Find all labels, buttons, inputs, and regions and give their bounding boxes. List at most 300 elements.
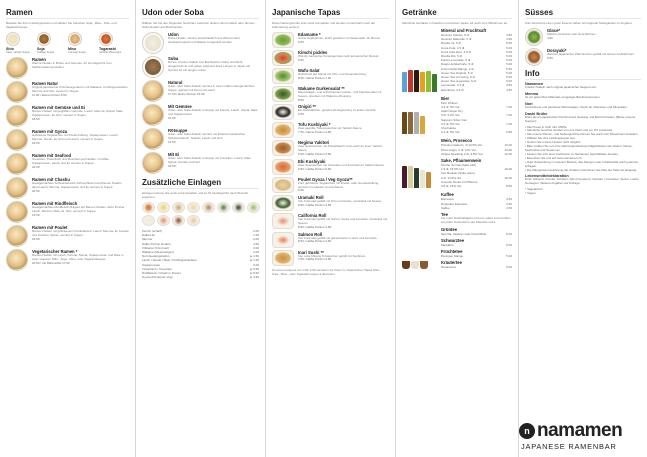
dish-price: 6.50	[298, 39, 304, 44]
dish-name: Glace*	[547, 28, 561, 33]
namamen-logo	[519, 420, 642, 451]
soup-desc: Scharfe Misosuppe	[99, 51, 122, 54]
dish-price: 20.50	[32, 188, 40, 193]
dish-desc: Ramen Nudeln mit Lauch, Karotte, Spinat, Sojasprossen und Mais in einer veganen Shio-, Soja-, Miso- oder Togarashisuppe.	[32, 253, 124, 261]
dish-photo	[272, 213, 294, 229]
dish-photo	[525, 48, 543, 66]
extra-price: je 5.50	[249, 271, 259, 276]
menu-item[interactable]	[142, 80, 259, 102]
dish-desc: Dicke Nudeln, weiche ausschließlich aus Weizenmehl, Hartweizengrieß und Wasser hergestellt werden.	[168, 36, 241, 44]
dish-desc: Udon- oder Soba-Nudeln in Suppe mit Karotte, Lauch, Spinat, Mais und Sojasprossen.	[168, 108, 258, 116]
drink-row[interactable]	[441, 243, 512, 247]
dish-name: Mit Gemüse	[168, 104, 192, 109]
udon-column	[135, 0, 265, 457]
drink-name: Asahi Super Dry	[441, 109, 463, 114]
menu-item[interactable]	[6, 201, 129, 223]
bowl-icon	[99, 32, 113, 46]
extra-price: 4.50	[253, 241, 259, 246]
dish-name: Wakame Gurkensalat **	[298, 86, 345, 91]
drink-name: Umeshu Denbi mit Pflaume	[441, 179, 478, 184]
extra-photo	[202, 202, 215, 213]
extra-price: je 4.50	[249, 275, 259, 280]
dish-name: Ramen mit Gemüse und Ei	[32, 105, 86, 111]
drink-price: 5.00	[506, 79, 512, 84]
dish-photo	[272, 159, 294, 175]
info-bullets	[525, 126, 641, 173]
menu-item[interactable]	[525, 48, 641, 66]
menu-item[interactable]	[272, 32, 389, 48]
drinks-title: Getränke	[402, 8, 512, 19]
dish-desc: Original japanischer Frischeiergeramen mit Wakame, Frühlingszwiebeln, Menma und Nori, serviert in Suppe.	[32, 85, 129, 93]
soup-selector	[6, 32, 129, 54]
dish-name: Kimchi pickles	[298, 50, 328, 55]
dish-desc: Udon- oder Soba-Nudeln in Suppe mit Crevetten, Lauch, Mais, Spinat, Karotte und Nori.	[168, 156, 252, 164]
dish-desc: Udon- oder Soba-Nudeln serviert in einer milden hausgemachten Suppe, garniert mit Nori und Lauch.	[168, 84, 255, 92]
drink-name: 3.3 dl, 5% Vol.	[441, 105, 461, 110]
drinks-column	[395, 0, 518, 457]
dish-name: Salmon Roll	[298, 231, 323, 237]
menu-item[interactable]	[272, 250, 389, 266]
drink-name: Eisenbräu, 3.3 dl	[441, 87, 464, 92]
dish-desc: Fünf gebratene Teigtaschen mit Poulet- oder Gemüsefüllung, serviert mit pikanter Gyoza-Sauce.	[298, 180, 379, 189]
dish-desc: Hausgemachtes Schweinebauch-Schmorfleisch auf Ramen Nudeln, dazu Lauch, Menma, Sojasprossen und Ei, serviert in Suppe.	[32, 181, 123, 189]
drink-price: 6.50	[506, 130, 512, 135]
dish-price: 8.50 / Halbe Portion 4.50	[298, 202, 332, 207]
extra-photo	[217, 202, 230, 213]
extra-photo	[157, 202, 170, 213]
menu-item[interactable]	[272, 50, 389, 66]
extra-name: Tintenfisch / Crevetten	[142, 266, 172, 271]
drink-price: 5.00	[506, 41, 512, 46]
dish-photo	[6, 201, 28, 223]
drink-name: Dapps Apfelschorle, 5 dl	[441, 62, 474, 67]
dish-photo	[6, 129, 28, 151]
dish-photo	[272, 195, 294, 211]
drink-price: 5.00	[506, 231, 512, 236]
drink-price: 16.00	[504, 175, 512, 180]
dish-desc: Hausgemachtes Rindfleisch-Ragout auf Ramen Nudeln, dazu frischer Lauch, Menma, Mais, Ei, Nori, serviert in Suppe.	[32, 205, 125, 213]
tapas-footnote: Zu einem Aufpreis von CHF 2.00 servieren wir Ihnen zu Japanischen Tapas Shio-, Soja-, Miso-, oder Togarashi-suppe à discretion.	[272, 267, 381, 276]
drink-row[interactable]	[441, 206, 512, 210]
extra-photo	[232, 202, 245, 213]
dish-desc: Vier Futomaki gefüllt mit Tofu und Gurke, umwickelt mit Sesam.	[298, 199, 383, 204]
drink-name: Cheznaiste	[441, 126, 457, 131]
dish-price: 20.50 / mit Rahmtoffel 17.50	[32, 260, 70, 265]
soup-name: Shio	[6, 47, 14, 51]
dish-name: Inari Sushi **	[298, 249, 324, 255]
info-bullet: • Bitte melden Sie uns Ihre Nahrungsmittelunverträglichkeiten wie Gluten, Nüsse, Seefrüchte und Sesam an.	[525, 144, 633, 152]
dish-desc: Meeresalgen- und erfrischender Gurken- und Karottensalat mit Sesam, dressiert mit Wakame-Dressing.	[298, 90, 382, 98]
dish-photo	[272, 122, 294, 138]
menu-item[interactable]	[272, 86, 389, 102]
ramen-column	[0, 0, 135, 457]
drink-name: Chiara Sparkling 2 dl, 9.5% Vol.	[441, 151, 484, 156]
drink-name: Green Tea mit Honig, 5 dl	[441, 75, 475, 80]
drink-price: 5.00	[506, 58, 512, 63]
dish-photo	[142, 56, 164, 78]
extras-intro: Einlagen können Sie auch extra bestellen und so Ihr Nudelgericht nach Wunsch ergänzen.	[142, 191, 249, 199]
drink-group-title: Kaffee	[441, 192, 454, 198]
legend-vegetarian: * Vegetarisch	[525, 187, 543, 192]
menu-item[interactable]	[6, 57, 129, 79]
wine-bottles-photo	[402, 138, 438, 188]
drink-name: Kirin Ichiban	[441, 100, 458, 105]
drink-name: Fanta Lemonade, 5 dl	[441, 58, 471, 63]
menu-item[interactable]	[6, 81, 129, 103]
menu-item[interactable]	[525, 28, 641, 46]
dish-price: 8.50 / Halbe Portion 4.50	[298, 224, 332, 229]
soup-name: Miso	[68, 47, 77, 51]
dish-desc: Dünne, braune Nudeln aus Buchweizen-Soba und Mehl; ausgezeichnet und gelten aufgrund ihres Langen in Japan als Symbol für ein langes Leben.	[168, 60, 250, 72]
drink-name: Henniez Naturelle, 5 dl	[441, 37, 472, 42]
dish-price: 22.50	[32, 164, 40, 169]
dish-photo	[6, 225, 28, 247]
dish-photo	[142, 128, 164, 150]
drink-group-title: Sake, Pflaumenwein	[441, 158, 482, 164]
dish-price: 7.50 / Halbe Portion 3.50	[298, 257, 332, 262]
dish-name: Ebi Kushiyaki	[298, 158, 326, 164]
info-text: Frische Nudeln nach original japanischer Sapporo Art.	[525, 85, 597, 89]
dish-photo	[142, 80, 164, 102]
dish-name: Wafu-Salat	[298, 68, 320, 73]
dish-price: 18.50	[32, 116, 40, 121]
drink-group	[402, 96, 512, 135]
soup-desc: Klare, salzige Suppe	[6, 51, 30, 54]
ramen-title: Ramen	[6, 8, 129, 19]
drink-name: 2 dl, 14.5% Vol.	[441, 175, 462, 180]
drink-price: 10.00	[504, 143, 512, 148]
menu-item[interactable]	[272, 213, 389, 229]
info-bullet: • Oder Zubereitung in unserem Betrieb, das Allergen oder Inhaltsstoffe auch jederzeit erfragen.	[525, 159, 638, 168]
extra-photo	[142, 215, 155, 226]
menu-item[interactable]	[6, 153, 129, 175]
info-text: Ist ein gekochtes Marinade eingelegte Bambussprossen.	[525, 94, 601, 99]
origin-heading: Lebensmitteldeklaration	[525, 174, 569, 179]
dish-name: Vegetarischer Ramen *	[32, 249, 78, 255]
drink-group	[402, 192, 512, 269]
soup-option[interactable]	[6, 32, 36, 54]
info-heading: Nori	[525, 101, 533, 106]
dish-price: 17.50 / kleine Portion 15.50	[168, 91, 205, 96]
drink-row[interactable]	[441, 130, 512, 134]
menu-item[interactable]	[6, 249, 129, 271]
drink-price: 5.00	[506, 70, 512, 75]
extra-photo	[142, 202, 155, 213]
menu-item[interactable]	[142, 32, 259, 54]
info-bullet: • Lassen Sie sich beim Fachmann zu Namamen Spezialitäten beraten.	[525, 151, 619, 156]
dish-desc: Vier Futomaki gefüllt mit Surimi, Gurke und Avocado, umwickelt mit Sesam.	[298, 217, 388, 225]
drink-name: Kaffee	[441, 205, 450, 210]
drink-price: 16.00	[504, 167, 512, 172]
bottles-photo	[402, 28, 438, 92]
extra-row[interactable]	[142, 275, 259, 279]
soup-option[interactable]	[37, 32, 67, 54]
drink-price: 5.00	[506, 62, 512, 67]
dish-price: 19.50	[32, 236, 40, 241]
dish-price: 9.50 / kleine Portion 7.50	[298, 75, 332, 80]
info-text: Getrocknete und geröstete Meeresalgen. Reich an Vitaminen und Mineralien.	[525, 104, 628, 109]
dish-name: Negima Yakitori	[298, 140, 330, 146]
extra-name: Lauch / Spinat / Mais / Frühlingszwiebeln	[142, 258, 197, 263]
drink-price: 13.00	[504, 147, 512, 152]
dish-photo	[6, 249, 28, 271]
drink-price: 4.50	[506, 205, 512, 210]
menu-item[interactable]	[6, 105, 129, 127]
cups-photo	[402, 192, 438, 269]
drink-group-title: Früchtetee	[441, 248, 463, 254]
dish-price: 8.50 / Halbe Portion 4.50	[298, 239, 332, 244]
info-bullet: • Sämtliche Gerichte werden von uns frisch und vor Ort zubereitet.	[525, 128, 613, 133]
drink-name: Primitivo Salento, dl 13.5% Vol.	[441, 143, 483, 148]
dish-name: California Roll	[298, 213, 327, 219]
extra-photo	[157, 215, 170, 226]
extra-price: 2.00	[253, 250, 259, 255]
drink-price: 4.50	[506, 37, 512, 42]
menu-item[interactable]	[272, 159, 389, 175]
menu-item[interactable]	[272, 177, 389, 193]
dish-name: Onigiri **	[298, 104, 316, 110]
ramen-intro: Bestelle Sie Ihren Lieblingsramen und wählen Sie zwischen Soja-, Miso-, Shio- und Tagarashisuppe.	[6, 21, 117, 29]
logo-wordmark: namamen	[537, 420, 623, 441]
drink-price: 5.00	[506, 75, 512, 80]
drink-row[interactable]	[441, 152, 512, 156]
dish-price: 4.00	[547, 35, 553, 40]
extra-price: je 1.50	[249, 258, 259, 263]
extra-name: Gyoza (Pouletmix Veg)	[142, 275, 173, 280]
dish-photo	[525, 28, 543, 46]
drink-price: 5.00	[506, 45, 512, 50]
extra-name: Sojasprossen	[142, 262, 161, 267]
drink-name: Mandarin	[441, 242, 454, 247]
drink-group-title: Mineral und Fruchtsaft	[441, 28, 487, 33]
menu-item[interactable]	[142, 128, 259, 150]
sweets-intro: Zum Abschluss einer guten Essens haben wir folgende Süssigkeiten im Angebot.	[525, 21, 633, 25]
dish-price: 6.50	[298, 57, 304, 62]
drink-name: Coca Cola Zero, 4.5 dl	[441, 49, 472, 54]
drink-price: 7.00	[506, 113, 512, 118]
dish-name: Dorayaki*	[547, 48, 567, 53]
drink-group-title: Grüntee	[441, 226, 458, 232]
info-heading: Menma	[525, 91, 539, 96]
dish-photo	[272, 140, 294, 156]
info-bullet: • Die Allergenkennzeichnung der Zutaten entnehmen Sie bitte der Tafel am Eingang.	[525, 167, 637, 172]
info-bullet: • Besuchen Sie uns auf www.namamen.ch.	[525, 155, 583, 160]
drink-name: Kuzuri Apfel-Mango, 3 dl	[441, 66, 474, 71]
dish-desc: Zwei Spiessschen mit Crevetten und Zucchetti an Yakitori-Sauce.	[298, 162, 385, 167]
extra-name: Halbes Ei	[142, 233, 155, 238]
dish-desc: Zwei gegrillte Tofuspiesschen an Yakitori-Sauce.	[298, 126, 363, 131]
drink-name: Rivella Rot, 5 dl	[441, 54, 463, 59]
drink-price: 4.50	[506, 83, 512, 88]
info-bullet: • Alle Preise in CHF inkl. MWSt.	[525, 124, 568, 129]
extra-price: 2.00	[253, 229, 259, 233]
drink-row[interactable]	[441, 232, 512, 236]
extra-name: Rindfleisch / Chashu / Poulet	[142, 271, 181, 276]
menu-item[interactable]	[6, 177, 129, 199]
soup-option[interactable]	[68, 32, 98, 54]
dish-desc: Vier Futomaki gefüllt mit geräuchertem Lachs und Avocado.	[298, 235, 378, 240]
drink-name: 3.5 dl, 5% Vol.	[441, 121, 461, 126]
drink-price: 5.50	[506, 66, 512, 71]
menu-item[interactable]	[272, 195, 389, 211]
dish-desc: Warme Nudeln in Brühe und Gemüse, Ihr Grundgericht zum Selbstzusammenstellen.	[32, 61, 112, 69]
drink-row[interactable]	[441, 184, 512, 188]
drink-price: 4.50	[506, 197, 512, 202]
dish-price: 9.50	[298, 188, 304, 193]
extra-price: 2.00	[253, 237, 259, 242]
drink-price: 5.00	[506, 265, 512, 270]
extra-photo	[187, 202, 200, 213]
dish-price: 21.50	[168, 139, 176, 144]
dish-name: Tofu Kushiyaki *	[298, 122, 331, 128]
drink-name: Lemonade, 3.3 dl	[441, 83, 465, 88]
dish-price: 19.50	[32, 140, 40, 145]
drink-price: 5.00	[506, 54, 512, 59]
menu-item[interactable]	[142, 56, 259, 78]
info-heading: Namamen	[525, 82, 544, 86]
drink-name: Ken Benkan (Sake warm)	[441, 171, 476, 176]
drink-group-title: Bier	[441, 95, 450, 101]
drink-group-title: Kräutertee	[441, 260, 462, 266]
drink-name: Dreingen Mango	[441, 253, 464, 258]
drink-group	[402, 28, 512, 92]
drink-row[interactable]	[441, 88, 512, 92]
dish-name: Ramen Natur	[32, 81, 59, 87]
dish-name: Mit Ei	[168, 152, 180, 157]
dish-price: 11.50 / kleine Portion 8.50	[32, 92, 67, 97]
drink-group-title: Tee	[441, 211, 448, 217]
soup-desc: Kräftige Suppe	[37, 51, 55, 54]
drink-name: 1.5 dl, 15.5% Vol.	[441, 167, 465, 172]
extra-photo	[172, 215, 185, 226]
extra-price: 3.00	[253, 245, 259, 250]
drink-name: Green Tea Original, 5 dl	[441, 70, 473, 75]
dish-price: 7.50 / kleine Portion 4.50	[298, 130, 332, 135]
tapas-intro: Diese Nebengerichte sind meist kompakter und werden vornehmlich nach der Zubereitung serviert.	[272, 21, 376, 29]
dish-price: 6.50	[298, 112, 304, 117]
dish-photo	[6, 57, 28, 79]
drink-name: Nanaminze	[441, 265, 457, 270]
dish-photo	[272, 104, 294, 120]
dish-desc: Vier süss frittierte Tofutaschen gefüllt mit Sushireis.	[298, 253, 366, 258]
drink-group-title: Schwarztee	[441, 237, 465, 243]
menu-item[interactable]	[272, 68, 389, 84]
drink-price: 5.00	[506, 242, 512, 247]
tapas-column	[265, 0, 395, 457]
dish-photo	[272, 68, 294, 84]
dish-price: 21.50	[32, 212, 40, 217]
drink-group	[402, 138, 512, 188]
dish-price: 9.50 / Halbe Portion 5.50	[298, 151, 332, 156]
dish-desc: Crevetten, Tintenfisch und Muscheln auf Nudeln, mit Mais, Sojasprossen, Lauch und Ei, serviert in Suppe.	[32, 157, 110, 165]
menu-item[interactable]	[142, 152, 259, 174]
extra-price: je 5.50	[249, 266, 259, 271]
dish-name: Ramen	[32, 57, 46, 63]
menu-item[interactable]	[6, 129, 129, 151]
drink-group-title: Wein, Prosecco	[441, 138, 473, 144]
extra-name: Wakame (Meeresalgen)	[142, 250, 174, 255]
info-text: Dient als ein japanischer Fischsud aus Seetang und Bonito-Flocken (Beste unserer Suppen).	[525, 114, 636, 123]
dish-photo	[142, 104, 164, 126]
tapas-title: Japanische Tapas	[272, 8, 389, 19]
dish-price: 8.50	[298, 97, 304, 102]
dish-name: Soba	[168, 56, 179, 61]
drink-name: Green Tea ungesüsst, 5 dl	[441, 79, 476, 84]
dish-desc: Ramen Nudeln mit gebratenem Pouletfleisch, Lauch, Menma, Ei, Karotte und frischem Spinat, serviert in Suppe.	[32, 229, 129, 237]
logo-mark-icon: n	[519, 423, 535, 439]
menu-item[interactable]	[6, 225, 129, 247]
extra-name: Menma	[142, 237, 153, 242]
drink-name: Henniez Classic, 5 dl	[441, 33, 470, 37]
menu-item[interactable]	[272, 232, 389, 248]
dish-name: Ramen mit Seafood	[32, 153, 72, 159]
drink-name: 3 dl, 5.2% Vol.	[441, 113, 461, 118]
dish-photo	[272, 232, 294, 248]
drink-price: 6.50	[506, 201, 512, 206]
dish-name: Edamame *	[298, 32, 321, 37]
drink-row[interactable]	[441, 254, 512, 258]
drink-row[interactable]	[441, 265, 512, 269]
dish-desc: Udon- oder Soba-Nudeln serviert mit frittierten asiatischen Schweinebauch, Nudeln, Lauch und Nori.	[168, 132, 246, 140]
extra-price: 1.60	[253, 233, 259, 238]
dish-desc: Gebratene Teigtaschen mit Poulet-Füllung, Sojasprossen, Lauch, Menma, Spinat, Ei, Nori und Lauch, serviert in Suppe.	[32, 133, 119, 141]
info-bullet: • Alle unsere Ramen- und Nebengerichte können Sie auch zum Mitnehmen bestellen.	[525, 132, 639, 137]
bowl-icon	[37, 32, 51, 46]
extra-name: Kimchi (scharf)	[142, 229, 163, 233]
info-bullet: • Nutzen Sie unsere Nudeln nicht möglich.	[525, 140, 582, 145]
dish-desc: Ein Reisbällchen, gesamt als Ergänzung zu jedem Gericht.	[298, 108, 377, 113]
extra-price: 2.00	[253, 262, 259, 267]
sweets-title: Süsses	[525, 8, 641, 19]
drink-name: Espresso	[441, 197, 454, 202]
legend-vegan: * Vegan	[525, 191, 536, 196]
info-title: Info	[525, 69, 641, 80]
soup-option[interactable]	[99, 32, 129, 54]
dish-desc: Reifschnitt auf Spinat mit Tofu- und Sesamdressing.	[298, 72, 367, 76]
dish-desc: Grüne Sojabohnen, leicht gesalzen mit Sesamsalz mit Zitrone.	[298, 36, 381, 40]
menu-item[interactable]	[272, 122, 389, 138]
drink-note: Für mehr Nachhaltigkeit und uns vollen Aroma füllen wir jeden Teebeutel in der Filtertüte extra.	[441, 215, 511, 224]
dish-desc: Weicher japanischer Pfannkuchen gefüllt mit süsser Azukibohnen.	[547, 52, 635, 56]
bowl-icon	[68, 32, 82, 46]
udon-title: Udon oder Soba	[142, 8, 259, 19]
extras-list	[142, 229, 259, 279]
extra-photo	[187, 215, 200, 226]
dish-name: Ramen mit Chashu	[32, 177, 70, 183]
dish-desc: Würzig marinierter Koriangemüse nach koreanischer Rezept.	[298, 54, 380, 58]
extra-name: Frittierter Tofu (Inari)	[142, 245, 170, 250]
menu-item[interactable]	[272, 140, 389, 156]
menu-item[interactable]	[142, 104, 259, 126]
info-bullet: • Wählen Sie Ihre Lieblingssuppe aus.	[525, 136, 576, 141]
soup-name: Soja	[37, 47, 45, 51]
beer-bottles-photo	[402, 96, 438, 135]
menu-item[interactable]	[272, 104, 389, 120]
extra-photo	[247, 202, 260, 213]
extra-price: je 1.50	[249, 254, 259, 259]
drink-name: Kinsho Junmai (Sake kalt)	[441, 163, 476, 168]
dish-photo	[6, 105, 28, 127]
drinks-intro: Sämtliche Getränke in Flaschen und Dosen bieten wir auch zum Mitnehmen an.	[402, 21, 509, 25]
drink-name: Pinot Grigio, 2 dl, 11% Vol.	[441, 147, 477, 152]
dish-name: Ramen mit Gyoza	[32, 129, 68, 135]
dish-photo	[272, 177, 294, 193]
dish-desc: Ramen Nudeln mit gegrilltem Gemüse, Lauch, Menma, Spinat, Mais, Sojasprossen, Ei, Nori, serviert in Suppe.	[32, 109, 124, 117]
dish-photo	[6, 81, 28, 103]
drink-name: 0.8 dl, 15% Vol.	[441, 184, 462, 189]
extras-photos	[142, 202, 260, 226]
drink-name: Doppelter Espresso	[441, 201, 468, 206]
